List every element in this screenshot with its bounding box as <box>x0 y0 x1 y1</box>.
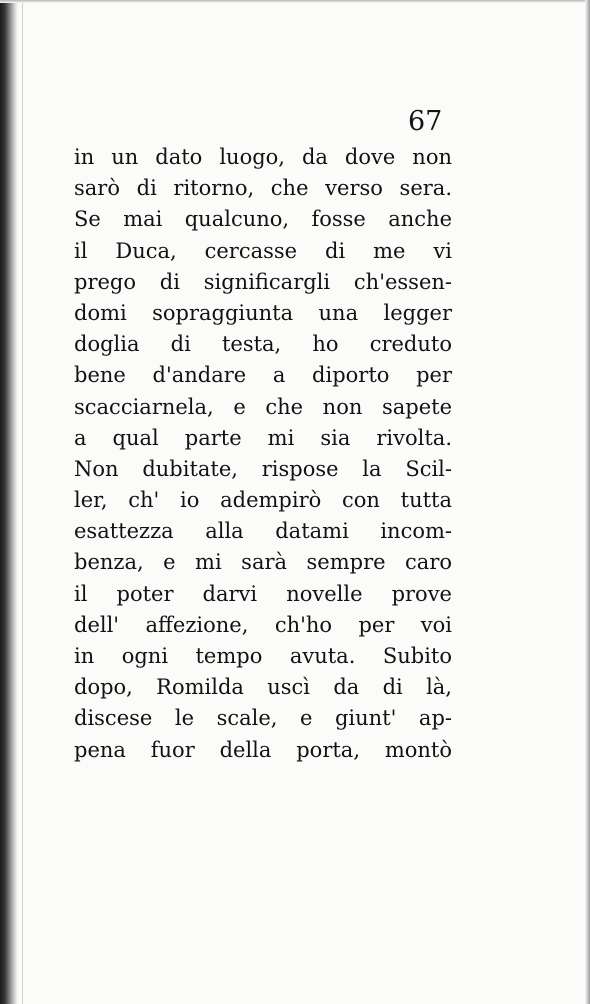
page-top-edge <box>0 0 590 3</box>
text-line: discese le scale, e giunt' ap- <box>74 706 452 731</box>
text-line: Se mai qualcuno, fosse anche <box>74 207 452 232</box>
text-line: dell' affezione, ch'ho per voi <box>74 612 452 637</box>
text-line: pena fuor della porta, montò <box>74 737 452 762</box>
text-line: ler, ch' io adempirò con tutta <box>74 488 452 513</box>
page-number: 67 <box>408 106 443 137</box>
text-line: benza, e mi sarà sempre caro <box>74 550 452 575</box>
text-line: il poter darvi novelle prove <box>74 581 452 606</box>
text-line: bene d'andare a diporto per <box>74 363 452 388</box>
page-right-edge <box>585 0 590 1004</box>
text-line: doglia di testa, ho creduto <box>74 332 452 357</box>
text-line: prego di significargli ch'essen- <box>74 269 452 294</box>
text-line: Non dubitate, rispose la Scil- <box>74 456 452 481</box>
gutter-line <box>22 0 23 1004</box>
text-line: esattezza alla datami incom- <box>74 519 452 544</box>
text-line: sarò di ritorno, che verso sera. <box>74 176 452 201</box>
text-line: in ogni tempo avuta. Subito <box>74 644 452 668</box>
text-line: scacciarnela, e che non sapete <box>74 394 452 419</box>
text-line: a qual parte mi sia rivolta. <box>74 425 452 450</box>
binding-gutter <box>0 0 18 1004</box>
text-line: in un dato luogo, da dove non <box>74 145 452 169</box>
text-line: domi sopraggiunta una legger <box>74 300 452 325</box>
text-line: dopo, Romilda uscì da di là, <box>74 675 452 700</box>
text-line: il Duca, cercasse di me vi <box>74 238 452 263</box>
body-text <box>74 142 452 766</box>
